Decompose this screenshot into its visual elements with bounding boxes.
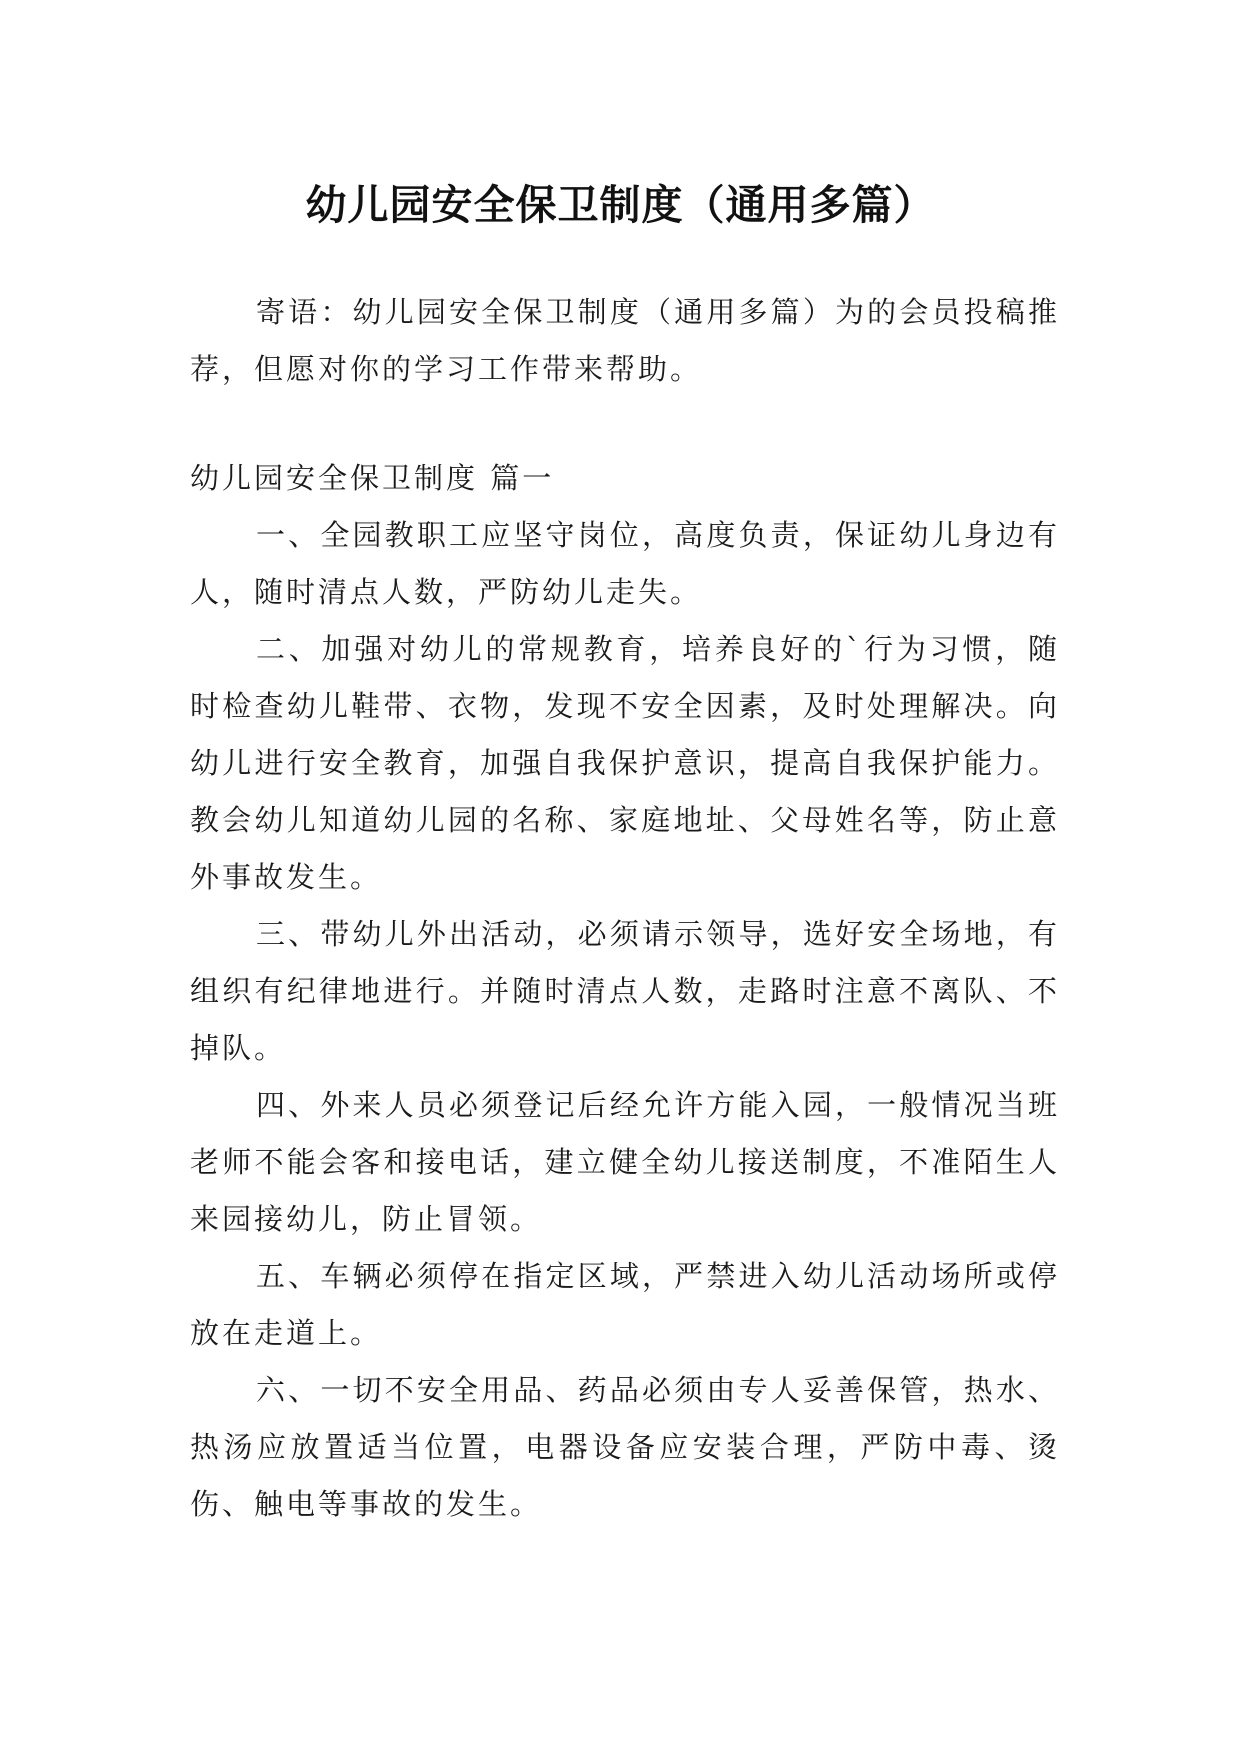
- rule-paragraph-5: 五、车辆必须停在指定区域，严禁进入幼儿活动场所或停放在走道上。: [190, 1259, 1060, 1350]
- document-title: 幼儿园安全保卫制度（通用多篇）: [305, 181, 936, 230]
- rule-paragraph-4: 四、外来人员必须登记后经允许方能入园，一般情况当班老师不能会客和接电话，建立健全幼儿接送制度，不准陌生人来园接幼儿，防止冒领。: [190, 1088, 1060, 1236]
- rule-paragraph-3: 三、带幼儿外出活动，必须请示领导，选好安全场地，有组织有纪律地进行。并随时清点人数，走路时注意不离队、不掉队。: [190, 917, 1060, 1065]
- rule-paragraph-2: 二、加强对幼儿的常规教育，培养良好的`行为习惯，随时检查幼儿鞋带、衣物，发现不安全因素，及时处理解决。向幼儿进行安全教育，加强自我保护意识，提高自我保护能力。教会幼儿知道幼儿园的名称、家庭地址、父母姓名等，防止意外事故发生。: [190, 632, 1060, 894]
- intro-paragraph: 寄语：幼儿园安全保卫制度（通用多篇）为的会员投稿推荐，但愿对你的学习工作带来帮助。: [190, 295, 1060, 386]
- section-heading: 幼儿园安全保卫制度 篇一: [190, 461, 555, 495]
- rule-paragraph-6: 六、一切不安全用品、药品必须由专人妥善保管，热水、热汤应放置适当位置，电器设备应安装合理，严防中毒、烫伤、触电等事故的发生。: [190, 1373, 1060, 1521]
- document-body: [190, 284, 1060, 1533]
- rule-paragraph-1: 一、全园教职工应坚守岗位，高度负责，保证幼儿身边有人，随时清点人数，严防幼儿走失。: [190, 518, 1060, 609]
